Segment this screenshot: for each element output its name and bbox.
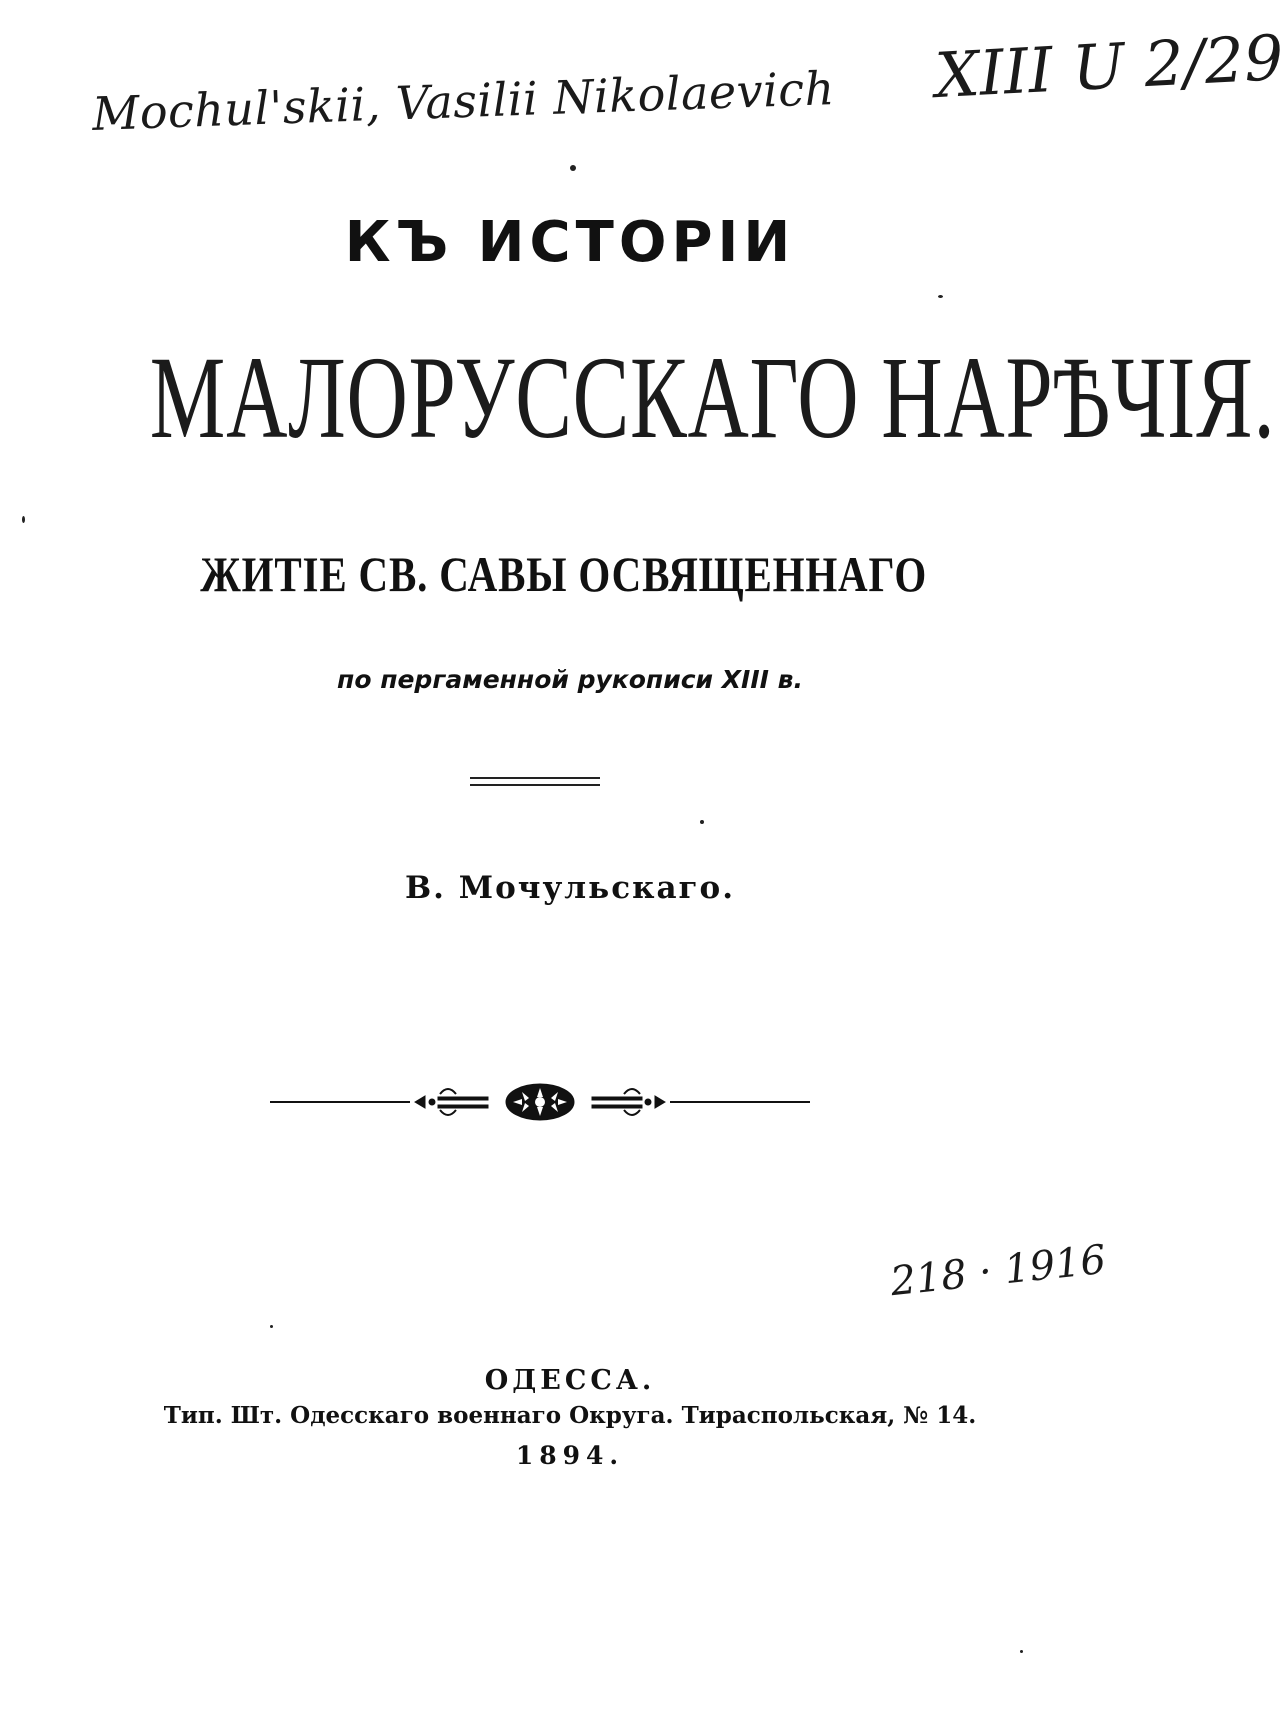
ornament-divider	[270, 1080, 810, 1124]
owner-inscription: Mochul'skii, Vasilii Nikolaevich	[91, 61, 836, 141]
imprint-year: 1894.	[515, 1441, 625, 1470]
ink-speck	[700, 820, 704, 824]
ink-speck	[570, 165, 576, 171]
ink-speck	[270, 1325, 273, 1328]
imprint-printer: Тип. Шт. Одесскаго военнаго Округа. Тираспольская, № 14.	[163, 1402, 977, 1429]
ink-speck	[938, 295, 943, 298]
ink-speck	[22, 516, 25, 523]
subtitle: ЖИТІЕ СВ. САВЫ ОСВЯЩЕННАГО	[200, 546, 928, 602]
inventory-note: 218 · 1916	[888, 1236, 1109, 1306]
manuscript-note: по пергаменной рукописи XIII в.	[337, 665, 803, 694]
ink-speck	[1020, 1650, 1023, 1653]
author-line: В. Мочульскаго.	[404, 870, 736, 906]
main-title: МАЛОРУССКАГО НАРѢЧІЯ.	[149, 332, 1276, 463]
series-title: КЪ ИСТОРІИ	[344, 210, 796, 275]
imprint-place: ОДЕССА.	[484, 1365, 656, 1396]
double-rule-divider	[470, 777, 600, 786]
shelfmark: XIII U 2/29	[933, 20, 1285, 113]
